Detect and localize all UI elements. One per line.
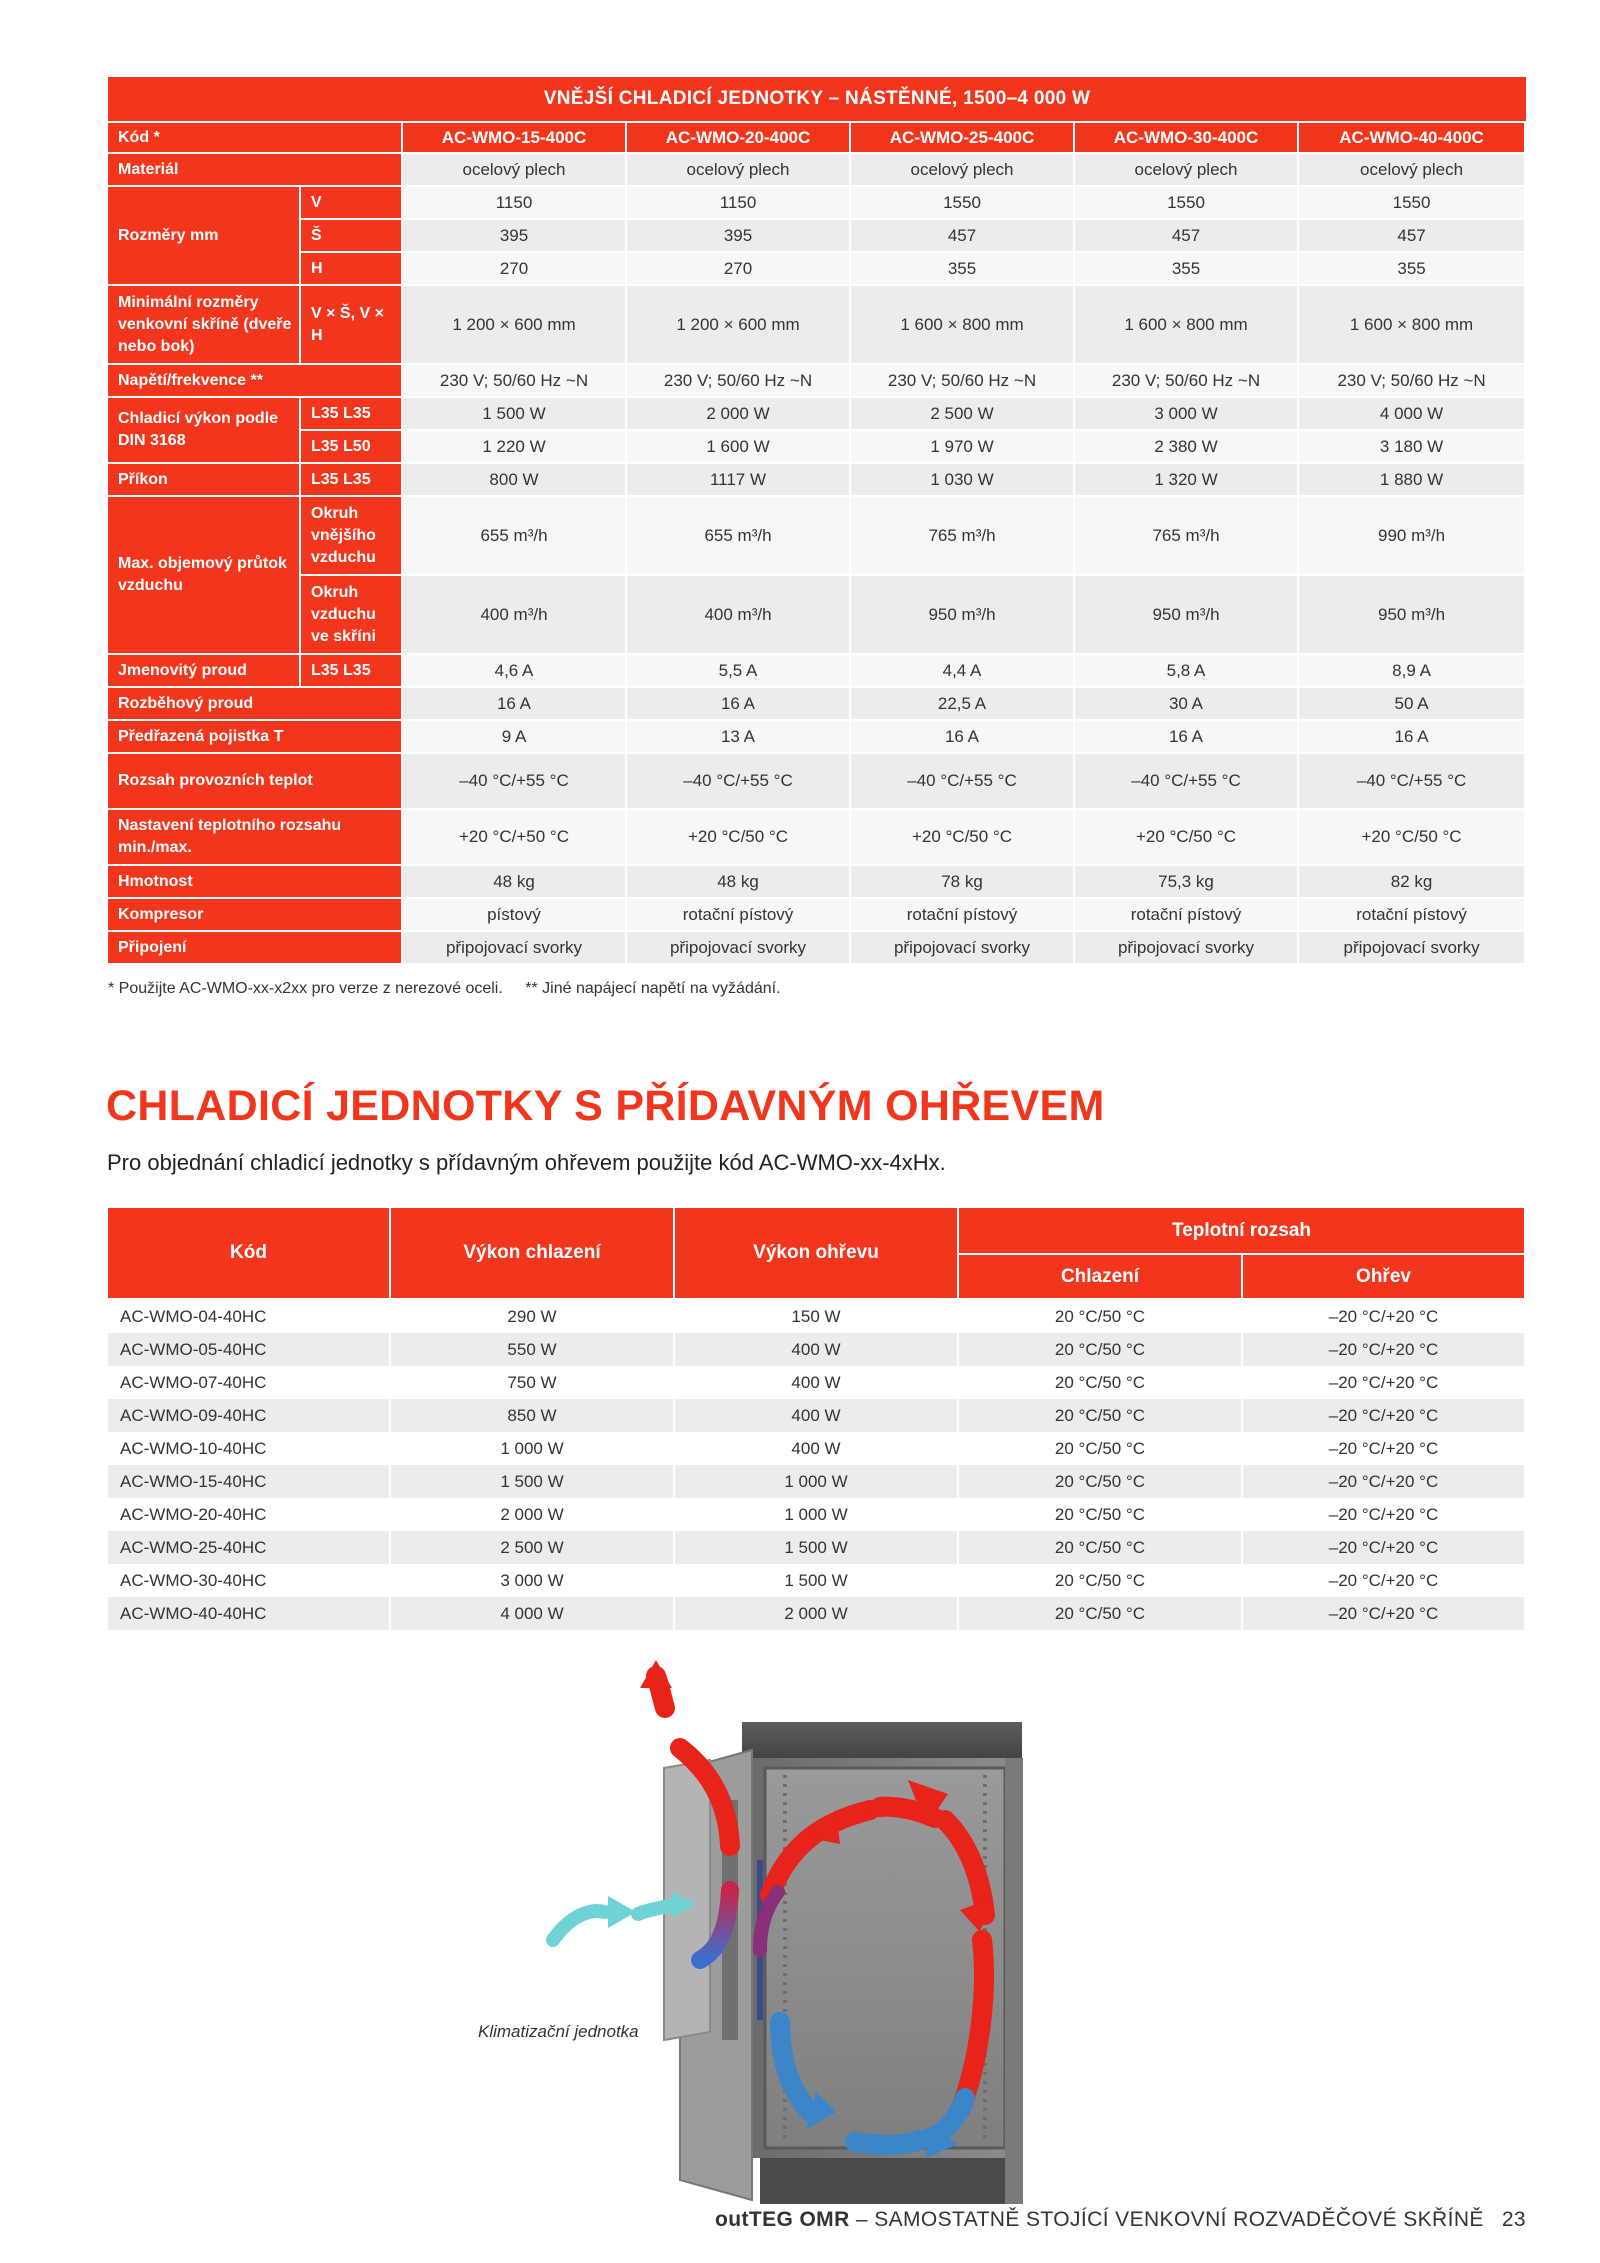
cell: 400 W (675, 1399, 959, 1432)
footnote-voltage: ** Jiné napájecí napětí na vyžádání. (525, 980, 781, 997)
section-heading: CHLADICÍ JEDNOTKY S PŘÍDAVNÝM OHŘEVEM (106, 1082, 1105, 1130)
cell: 655 m³/h (627, 497, 851, 576)
cell: 400 W (675, 1366, 959, 1399)
table-row (108, 1333, 1526, 1366)
cell: –20 °C/+20 °C (1243, 1399, 1526, 1432)
cell: –20 °C/+20 °C (1243, 1300, 1526, 1333)
cell: 1 500 W (675, 1564, 959, 1597)
cell: 1 880 W (1299, 464, 1526, 497)
row-label: Kompresor (108, 899, 403, 932)
sub-label: L35 L50 (301, 431, 403, 464)
cell: rotační pístový (1075, 899, 1299, 932)
table-row (108, 1564, 1526, 1597)
header-cooling: Výkon chlazení (391, 1208, 675, 1300)
cell: 20 °C/50 °C (959, 1531, 1243, 1564)
table-row (108, 1366, 1526, 1399)
heating-table (108, 1208, 1526, 1630)
row-dimension-v (108, 187, 1526, 220)
model-code: AC-WMO-40-400C (1299, 123, 1526, 154)
cell: –40 °C/+55 °C (403, 754, 627, 810)
row-label: Jmenovitý proud (108, 655, 301, 688)
cell: 230 V; 50/60 Hz ~N (1299, 365, 1526, 398)
cell: 457 (1299, 220, 1526, 253)
row-startup (108, 688, 1526, 721)
arrowhead-up (640, 1660, 672, 1688)
cell: 4 000 W (391, 1597, 675, 1630)
cell: 1 000 W (391, 1432, 675, 1465)
code-label: Kód * (108, 123, 403, 154)
model-code: AC-WMO-30-400C (1075, 123, 1299, 154)
row-label: Nastavení teplotního rozsahu min./max. (108, 810, 403, 866)
row-cooling-50 (108, 431, 1526, 464)
cell: ocelový plech (1299, 154, 1526, 187)
footer-text: – SAMOSTATNĚ STOJÍCÍ VENKOVNÍ ROZVADĚČOVÉ SKŘÍNĚ (849, 2208, 1484, 2231)
cell: 400 W (675, 1333, 959, 1366)
cell: 355 (1075, 253, 1299, 286)
header-temp-heat: Ohřev (1243, 1255, 1526, 1300)
cell: –40 °C/+55 °C (1299, 754, 1526, 810)
model-code: AC-WMO-25-40HC (108, 1531, 391, 1564)
heating-table-body (108, 1300, 1526, 1630)
header-code: Kód (108, 1208, 391, 1300)
footnotes (108, 980, 799, 998)
cell: připojovací svorky (403, 932, 627, 965)
footnote-steel: * Použijte AC-WMO-xx-x2xx pro verze z nerezové oceli. (108, 980, 503, 997)
cell: ocelový plech (403, 154, 627, 187)
cell: 4,6 A (403, 655, 627, 688)
cell: 230 V; 50/60 Hz ~N (403, 365, 627, 398)
row-cooling-35 (108, 398, 1526, 431)
footer-brand: outTEG OMR (715, 2208, 850, 2231)
cell: ocelový plech (627, 154, 851, 187)
cell: 400 m³/h (627, 576, 851, 655)
cell: 230 V; 50/60 Hz ~N (627, 365, 851, 398)
model-code: AC-WMO-40-40HC (108, 1597, 391, 1630)
cell: 2 500 W (851, 398, 1075, 431)
cell: –20 °C/+20 °C (1243, 1531, 1526, 1564)
model-code: AC-WMO-07-40HC (108, 1366, 391, 1399)
row-label: Max. objemový průtok vzduchu (108, 497, 301, 655)
table-row (108, 1300, 1526, 1333)
cell: 13 A (627, 721, 851, 754)
row-current (108, 655, 1526, 688)
cell: 20 °C/50 °C (959, 1366, 1243, 1399)
cold-air-arrow-bottom (855, 2140, 920, 2145)
cell: 50 A (1299, 688, 1526, 721)
cell: –20 °C/+20 °C (1243, 1564, 1526, 1597)
cell: 230 V; 50/60 Hz ~N (1075, 365, 1299, 398)
cell: 1 220 W (403, 431, 627, 464)
cell: 9 A (403, 721, 627, 754)
row-temp-setting (108, 810, 1526, 866)
cell: –20 °C/+20 °C (1243, 1432, 1526, 1465)
cell: 16 A (1075, 721, 1299, 754)
header-temp-cool: Chlazení (959, 1255, 1243, 1300)
cell: 75,3 kg (1075, 866, 1299, 899)
model-code: AC-WMO-15-400C (403, 123, 627, 154)
cell: 990 m³/h (1299, 497, 1526, 576)
cell: rotační pístový (851, 899, 1075, 932)
cell: 16 A (627, 688, 851, 721)
cell: 1550 (851, 187, 1075, 220)
table-row (108, 1399, 1526, 1432)
sub-label: Okruh vzduchu ve skříni (301, 576, 403, 655)
row-weight (108, 866, 1526, 899)
cell: 1 000 W (675, 1465, 959, 1498)
cell: 3 000 W (391, 1564, 675, 1597)
cell: 1117 W (627, 464, 851, 497)
sub-label: Š (301, 220, 403, 253)
row-label: Minimální rozměry venkovní skříně (dveře nebo bok) (108, 286, 301, 365)
cell: připojovací svorky (627, 932, 851, 965)
arrowhead-inlet (608, 1896, 636, 1928)
cell: 1 600 W (627, 431, 851, 464)
cell: 270 (403, 253, 627, 286)
cell: 4 000 W (1299, 398, 1526, 431)
cell: 82 kg (1299, 866, 1526, 899)
cabinet-roof (742, 1722, 1022, 1758)
cell: –40 °C/+55 °C (1075, 754, 1299, 810)
cell: –20 °C/+20 °C (1243, 1498, 1526, 1531)
cell: +20 °C/50 °C (627, 810, 851, 866)
cell: 1 600 × 800 mm (851, 286, 1075, 365)
cell: rotační pístový (627, 899, 851, 932)
cell: 2 000 W (391, 1498, 675, 1531)
table-row (108, 1465, 1526, 1498)
cell: 950 m³/h (851, 576, 1075, 655)
row-compressor (108, 899, 1526, 932)
illustration-caption: Klimatizační jednotka (478, 2022, 639, 2041)
cell: 457 (1075, 220, 1299, 253)
sub-label: L35 L35 (301, 398, 403, 431)
cell: 950 m³/h (1299, 576, 1526, 655)
cell: připojovací svorky (1299, 932, 1526, 965)
cell: 750 W (391, 1366, 675, 1399)
cell: 20 °C/50 °C (959, 1333, 1243, 1366)
cell: 355 (851, 253, 1075, 286)
cell: 20 °C/50 °C (959, 1399, 1243, 1432)
cell: 765 m³/h (1075, 497, 1299, 576)
cell: 2 500 W (391, 1531, 675, 1564)
sub-label: V × Š, V × H (301, 286, 403, 365)
cell: 22,5 A (851, 688, 1075, 721)
row-airflow-outer (108, 497, 1526, 576)
cell: 48 kg (403, 866, 627, 899)
cell: 150 W (675, 1300, 959, 1333)
model-code: AC-WMO-04-40HC (108, 1300, 391, 1333)
cell: 850 W (391, 1399, 675, 1432)
cell: 2 000 W (675, 1597, 959, 1630)
cell: 30 A (1075, 688, 1299, 721)
cell: 16 A (851, 721, 1075, 754)
cell: 20 °C/50 °C (959, 1498, 1243, 1531)
cell: 8,9 A (1299, 655, 1526, 688)
page-footer (715, 2208, 1526, 2232)
row-min-dimensions (108, 286, 1526, 365)
cell: 1 320 W (1075, 464, 1299, 497)
cell: 20 °C/50 °C (959, 1465, 1243, 1498)
row-label: Materiál (108, 154, 403, 187)
cell: –20 °C/+20 °C (1243, 1465, 1526, 1498)
table-row (108, 1498, 1526, 1531)
row-label: Rozsah provozních teplot (108, 754, 403, 810)
model-code: AC-WMO-20-40HC (108, 1498, 391, 1531)
cell: +20 °C/50 °C (1075, 810, 1299, 866)
row-dimension-h (108, 253, 1526, 286)
cell: 1 200 × 600 mm (403, 286, 627, 365)
cell: 3 180 W (1299, 431, 1526, 464)
cell: 1 600 × 800 mm (1075, 286, 1299, 365)
model-code: AC-WMO-09-40HC (108, 1399, 391, 1432)
cell: 1 600 × 800 mm (1299, 286, 1526, 365)
cell: 20 °C/50 °C (959, 1564, 1243, 1597)
row-label: Příkon (108, 464, 301, 497)
cell: 1550 (1299, 187, 1526, 220)
row-label: Připojení (108, 932, 403, 965)
row-fuse (108, 721, 1526, 754)
cell: –20 °C/+20 °C (1243, 1333, 1526, 1366)
cell: 1 500 W (391, 1465, 675, 1498)
cell: 20 °C/50 °C (959, 1432, 1243, 1465)
sub-label: H (301, 253, 403, 286)
row-label: Rozběhový proud (108, 688, 403, 721)
cell: 4,4 A (851, 655, 1075, 688)
page-number: 23 (1501, 2208, 1526, 2231)
cell: 355 (1299, 253, 1526, 286)
cell: 270 (627, 253, 851, 286)
model-code: AC-WMO-05-40HC (108, 1333, 391, 1366)
cell: –20 °C/+20 °C (1243, 1597, 1526, 1630)
cell: 20 °C/50 °C (959, 1300, 1243, 1333)
cell: 1150 (627, 187, 851, 220)
cell: 16 A (1299, 721, 1526, 754)
cell: 1150 (403, 187, 627, 220)
spec-table-title: VNĚJŠÍ CHLADICÍ JEDNOTKY – NÁSTĚNNÉ, 1500–4 000 W (108, 77, 1526, 123)
cell: 16 A (403, 688, 627, 721)
model-code: AC-WMO-15-40HC (108, 1465, 391, 1498)
cell: ocelový plech (1075, 154, 1299, 187)
model-code: AC-WMO-20-400C (627, 123, 851, 154)
cell: 230 V; 50/60 Hz ~N (851, 365, 1075, 398)
row-label: Rozměry mm (108, 187, 301, 286)
cell: připojovací svorky (851, 932, 1075, 965)
model-code: AC-WMO-10-40HC (108, 1432, 391, 1465)
cell: 1 970 W (851, 431, 1075, 464)
cell: 1 200 × 600 mm (627, 286, 851, 365)
door-with-ac-unit (664, 1750, 760, 2200)
row-dimension-s (108, 220, 1526, 253)
sub-label: Okruh vnějšího vzduchu (301, 497, 403, 576)
row-label: Chladicí výkon podle DIN 3168 (108, 398, 301, 464)
cell: –20 °C/+20 °C (1243, 1366, 1526, 1399)
header-heating: Výkon ohřevu (675, 1208, 959, 1300)
row-connection (108, 932, 1526, 965)
cell: 78 kg (851, 866, 1075, 899)
sub-label: V (301, 187, 403, 220)
cell: 2 380 W (1075, 431, 1299, 464)
model-code: AC-WMO-30-40HC (108, 1564, 391, 1597)
row-temp-range (108, 754, 1526, 810)
cell: +20 °C/50 °C (851, 810, 1075, 866)
cell: připojovací svorky (1075, 932, 1299, 965)
cell: 5,5 A (627, 655, 851, 688)
sub-label: L35 L35 (301, 655, 403, 688)
row-material (108, 154, 1526, 187)
row-label: Hmotnost (108, 866, 403, 899)
cell: 1 500 W (403, 398, 627, 431)
cell: 2 000 W (627, 398, 851, 431)
cabinet-plinth (760, 2158, 1005, 2204)
sub-label: L35 L35 (301, 464, 403, 497)
cell: 1550 (1075, 187, 1299, 220)
cell: 1 500 W (675, 1531, 959, 1564)
row-label: Předřazená pojistka T (108, 721, 403, 754)
cell: 400 m³/h (403, 576, 627, 655)
model-code: AC-WMO-25-400C (851, 123, 1075, 154)
row-airflow-inner (108, 576, 1526, 655)
cell: ocelový plech (851, 154, 1075, 187)
cell: 5,8 A (1075, 655, 1299, 688)
cell: 395 (627, 220, 851, 253)
cell: 457 (851, 220, 1075, 253)
cell: –40 °C/+55 °C (851, 754, 1075, 810)
cell: 765 m³/h (851, 497, 1075, 576)
cell: 20 °C/50 °C (959, 1597, 1243, 1630)
cell: rotační pístový (1299, 899, 1526, 932)
cell: +20 °C/50 °C (1299, 810, 1526, 866)
header-temp-range: Teplotní rozsah (959, 1208, 1526, 1255)
cell: 550 W (391, 1333, 675, 1366)
table-row (108, 1597, 1526, 1630)
cell: 290 W (391, 1300, 675, 1333)
cell: 950 m³/h (1075, 576, 1299, 655)
row-power (108, 464, 1526, 497)
cell: 395 (403, 220, 627, 253)
row-label: Napětí/frekvence ** (108, 365, 403, 398)
cell: 48 kg (627, 866, 851, 899)
cell: pístový (403, 899, 627, 932)
spec-table (108, 77, 1526, 965)
cell: +20 °C/+50 °C (403, 810, 627, 866)
cell: –40 °C/+55 °C (627, 754, 851, 810)
table-row (108, 1432, 1526, 1465)
cell: 1 030 W (851, 464, 1075, 497)
cell: 655 m³/h (403, 497, 627, 576)
row-voltage (108, 365, 1526, 398)
cell: 800 W (403, 464, 627, 497)
table-row (108, 1531, 1526, 1564)
cabinet-airflow-illustration (460, 1660, 1140, 2230)
cell: 400 W (675, 1432, 959, 1465)
cell: 3 000 W (1075, 398, 1299, 431)
section-intro: Pro objednání chladicí jednotky s přídavným ohřevem použijte kód AC-WMO-xx-4xHx. (107, 1150, 946, 1175)
cell: 1 000 W (675, 1498, 959, 1531)
